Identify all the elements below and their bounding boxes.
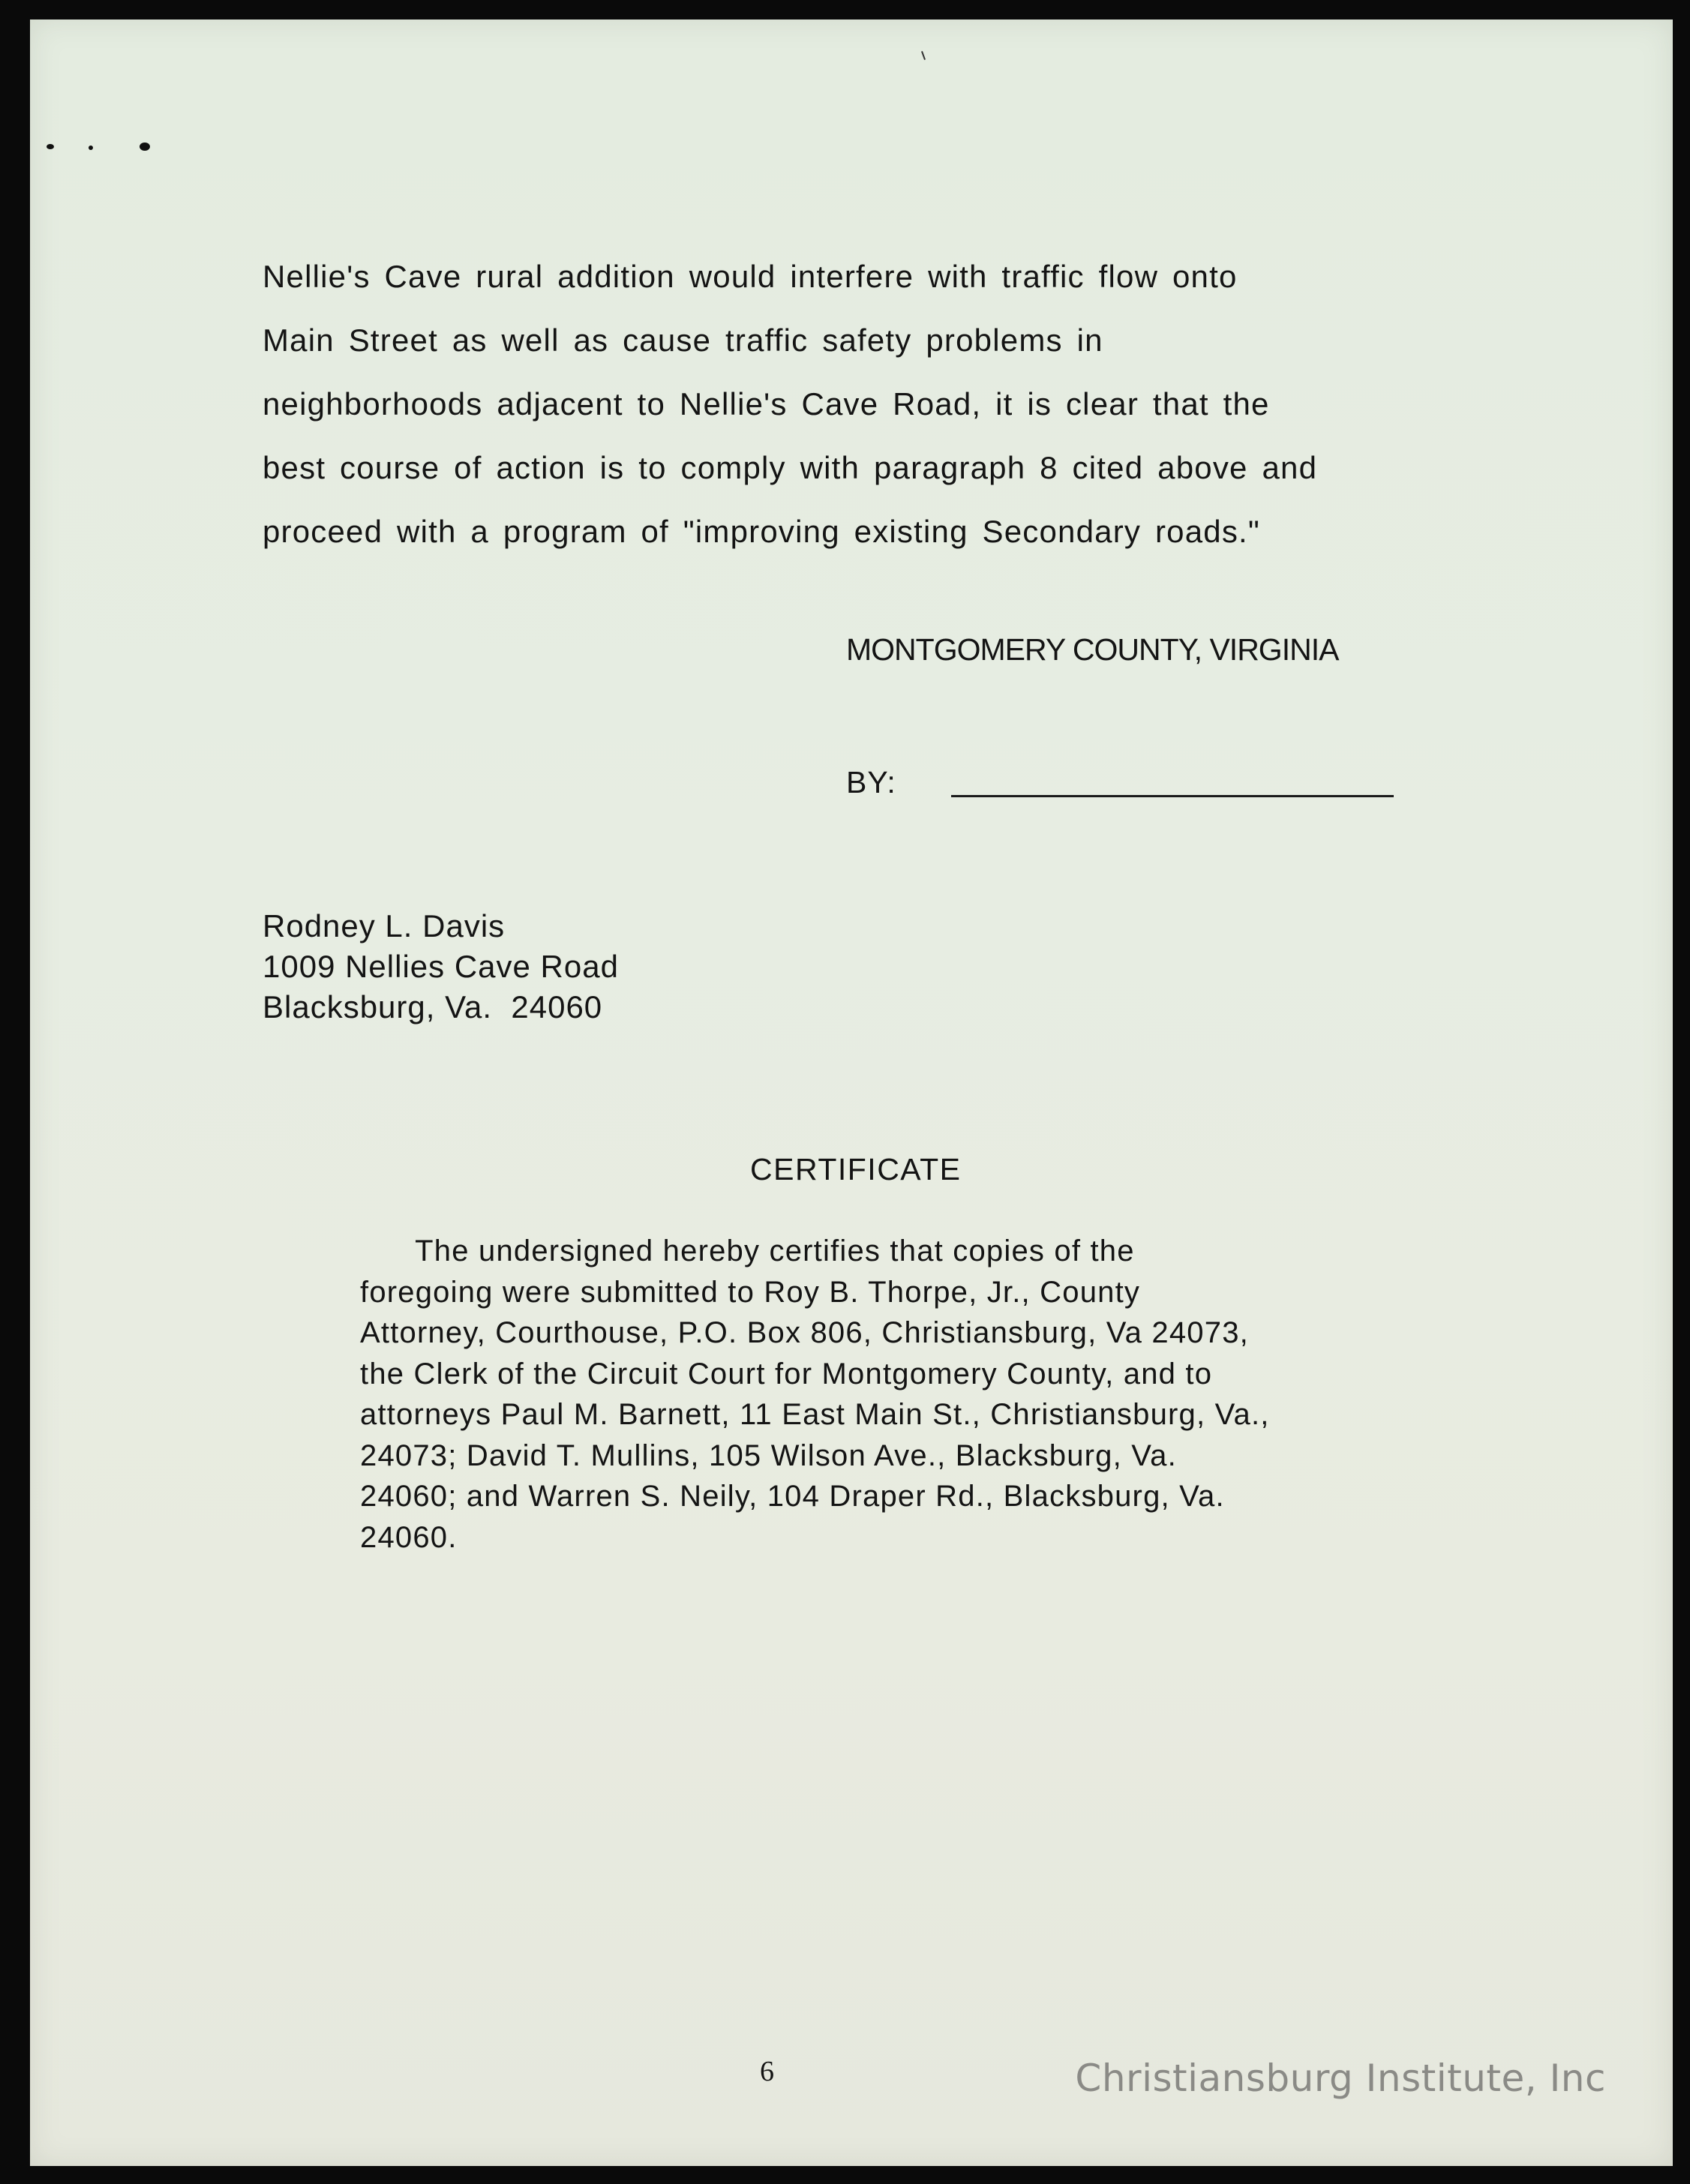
body-paragraph xyxy=(263,244,1463,563)
body-line: best course of action is to comply with paragraph 8 cited above and xyxy=(263,450,1318,485)
address-line: Rodney L. Davis xyxy=(263,908,506,944)
certificate-line: Attorney, Courthouse, P.O. Box 806, Christiansburg, Va 24073, xyxy=(360,1316,1249,1349)
sender-address xyxy=(263,906,619,1028)
body-line: neighborhoods adjacent to Nellie's Cave Road, it is clear that the xyxy=(263,386,1270,422)
certificate-line: 24060; and Warren S. Neily, 104 Draper Rd., Blacksburg, Va. xyxy=(360,1480,1225,1513)
address-line: 1009 Nellies Cave Road xyxy=(263,949,619,984)
signatory-county: MONTGOMERY COUNTY, VIRGINIA xyxy=(846,632,1339,667)
body-line: Nellie's Cave rural addition would interfere with traffic flow onto xyxy=(263,259,1238,294)
watermark-text: Christiansburg Institute, Inc xyxy=(1075,2056,1606,2100)
signature-block xyxy=(846,765,1431,810)
signature-line xyxy=(951,795,1394,797)
page-number: 6 xyxy=(760,2056,774,2087)
certificate-line: 24073; David T. Mullins, 105 Wilson Ave., Blacksburg, Va. xyxy=(360,1438,1177,1472)
by-label: BY: xyxy=(846,765,896,800)
document-page xyxy=(30,20,1673,2166)
certificate-line: foregoing were submitted to Roy B. Thorpe, Jr., County xyxy=(360,1275,1141,1309)
certificate-line: 24060. xyxy=(360,1520,458,1554)
punch-mark xyxy=(47,144,54,149)
certificate-line: the Clerk of the Circuit Court for Montgomery County, and to xyxy=(360,1357,1213,1390)
certificate-line: attorneys Paul M. Barnett, 11 East Main St., Christiansburg, Va., xyxy=(360,1398,1270,1431)
address-line: Blacksburg, Va. 24060 xyxy=(263,989,603,1024)
punch-mark xyxy=(140,142,150,151)
punch-marks xyxy=(47,140,197,162)
body-line: proceed with a program of "improving existing Secondary roads." xyxy=(263,514,1261,549)
punch-mark xyxy=(89,146,93,150)
certificate-title: CERTIFICATE xyxy=(750,1152,962,1186)
stray-mark xyxy=(921,51,926,60)
certificate-line: The undersigned hereby certifies that copies of the xyxy=(360,1234,1135,1268)
body-line: Main Street as well as cause traffic safety problems in xyxy=(263,322,1103,358)
certificate-body xyxy=(360,1231,1470,1558)
